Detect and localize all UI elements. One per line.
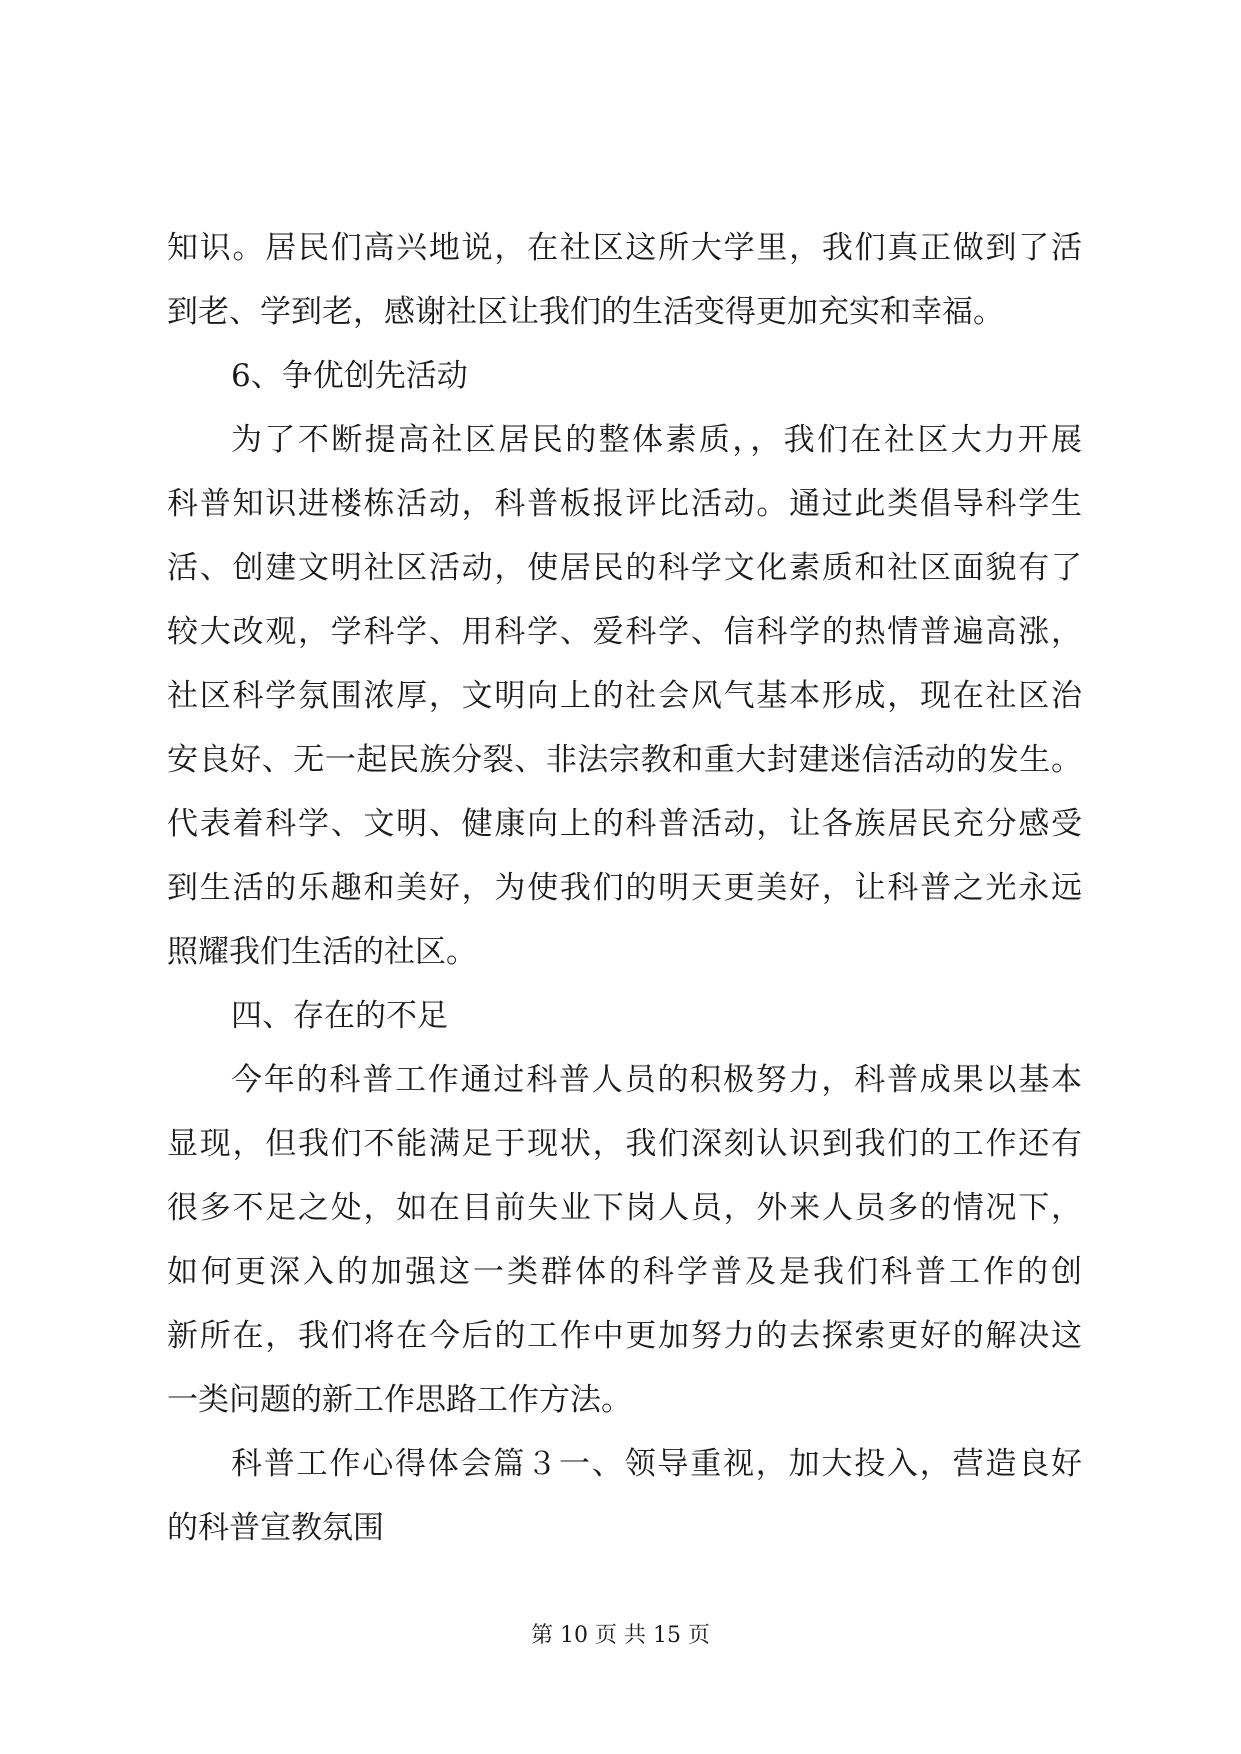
text-line: 的科普宣教氛围: [167, 1510, 384, 1546]
text-line: 如何更深入的加强这一类群体的科学普及是我们科普工作的创: [167, 1254, 1082, 1290]
text-line: 到生活的乐趣和美好，为使我们的明天更美好，让科普之光永远: [167, 870, 1082, 906]
text-line: 科普知识进楼栋活动，科普板报评比活动。通过此类倡导科学生: [167, 486, 1082, 522]
text-line: 社区科学氛围浓厚，文明向上的社会风气基本形成，现在社区治: [167, 678, 1082, 714]
section-heading: 四、存在的不足: [231, 998, 448, 1034]
text-line: 代表着科学、文明、健康向上的科普活动，让各族居民充分感受: [167, 806, 1082, 842]
page-number-footer: 第 10 页 共 15 页: [531, 1623, 710, 1648]
text-line: 很多不足之处，如在目前失业下岗人员，外来人员多的情况下，: [167, 1190, 1082, 1226]
text-line: 较大改观，学科学、用科学、爱科学、信科学的热情普遍高涨，: [167, 614, 1082, 650]
text-line: 安良好、无一起民族分裂、非法宗教和重大封建迷信活动的发生。: [167, 742, 1082, 778]
text-line: 到老、学到老，感谢社区让我们的生活变得更加充实和幸福。: [167, 294, 1004, 330]
text-line: 新所在，我们将在今后的工作中更加努力的去探索更好的解决这: [167, 1318, 1082, 1354]
section-heading: 6、争优创先活动: [231, 358, 468, 394]
text-line: 科普工作心得体会篇３一、领导重视，加大投入，营造良好: [231, 1446, 1082, 1482]
text-line: 今年的科普工作通过科普人员的积极努力，科普成果以基本: [231, 1062, 1082, 1098]
text-line: 为了不断提高社区居民的整体素质，，我们在社区大力开展: [231, 422, 1082, 458]
text-line: 知识。居民们高兴地说，在社区这所大学里，我们真正做到了活: [167, 230, 1082, 266]
text-line: 照耀我们生活的社区。: [167, 934, 477, 970]
text-line: 显现，但我们不能满足于现状，我们深刻认识到我们的工作还有: [167, 1126, 1082, 1162]
text-line: 一类问题的新工作思路工作方法。: [167, 1382, 632, 1418]
text-line: 活、创建文明社区活动，使居民的科学文化素质和社区面貌有了: [167, 550, 1082, 586]
